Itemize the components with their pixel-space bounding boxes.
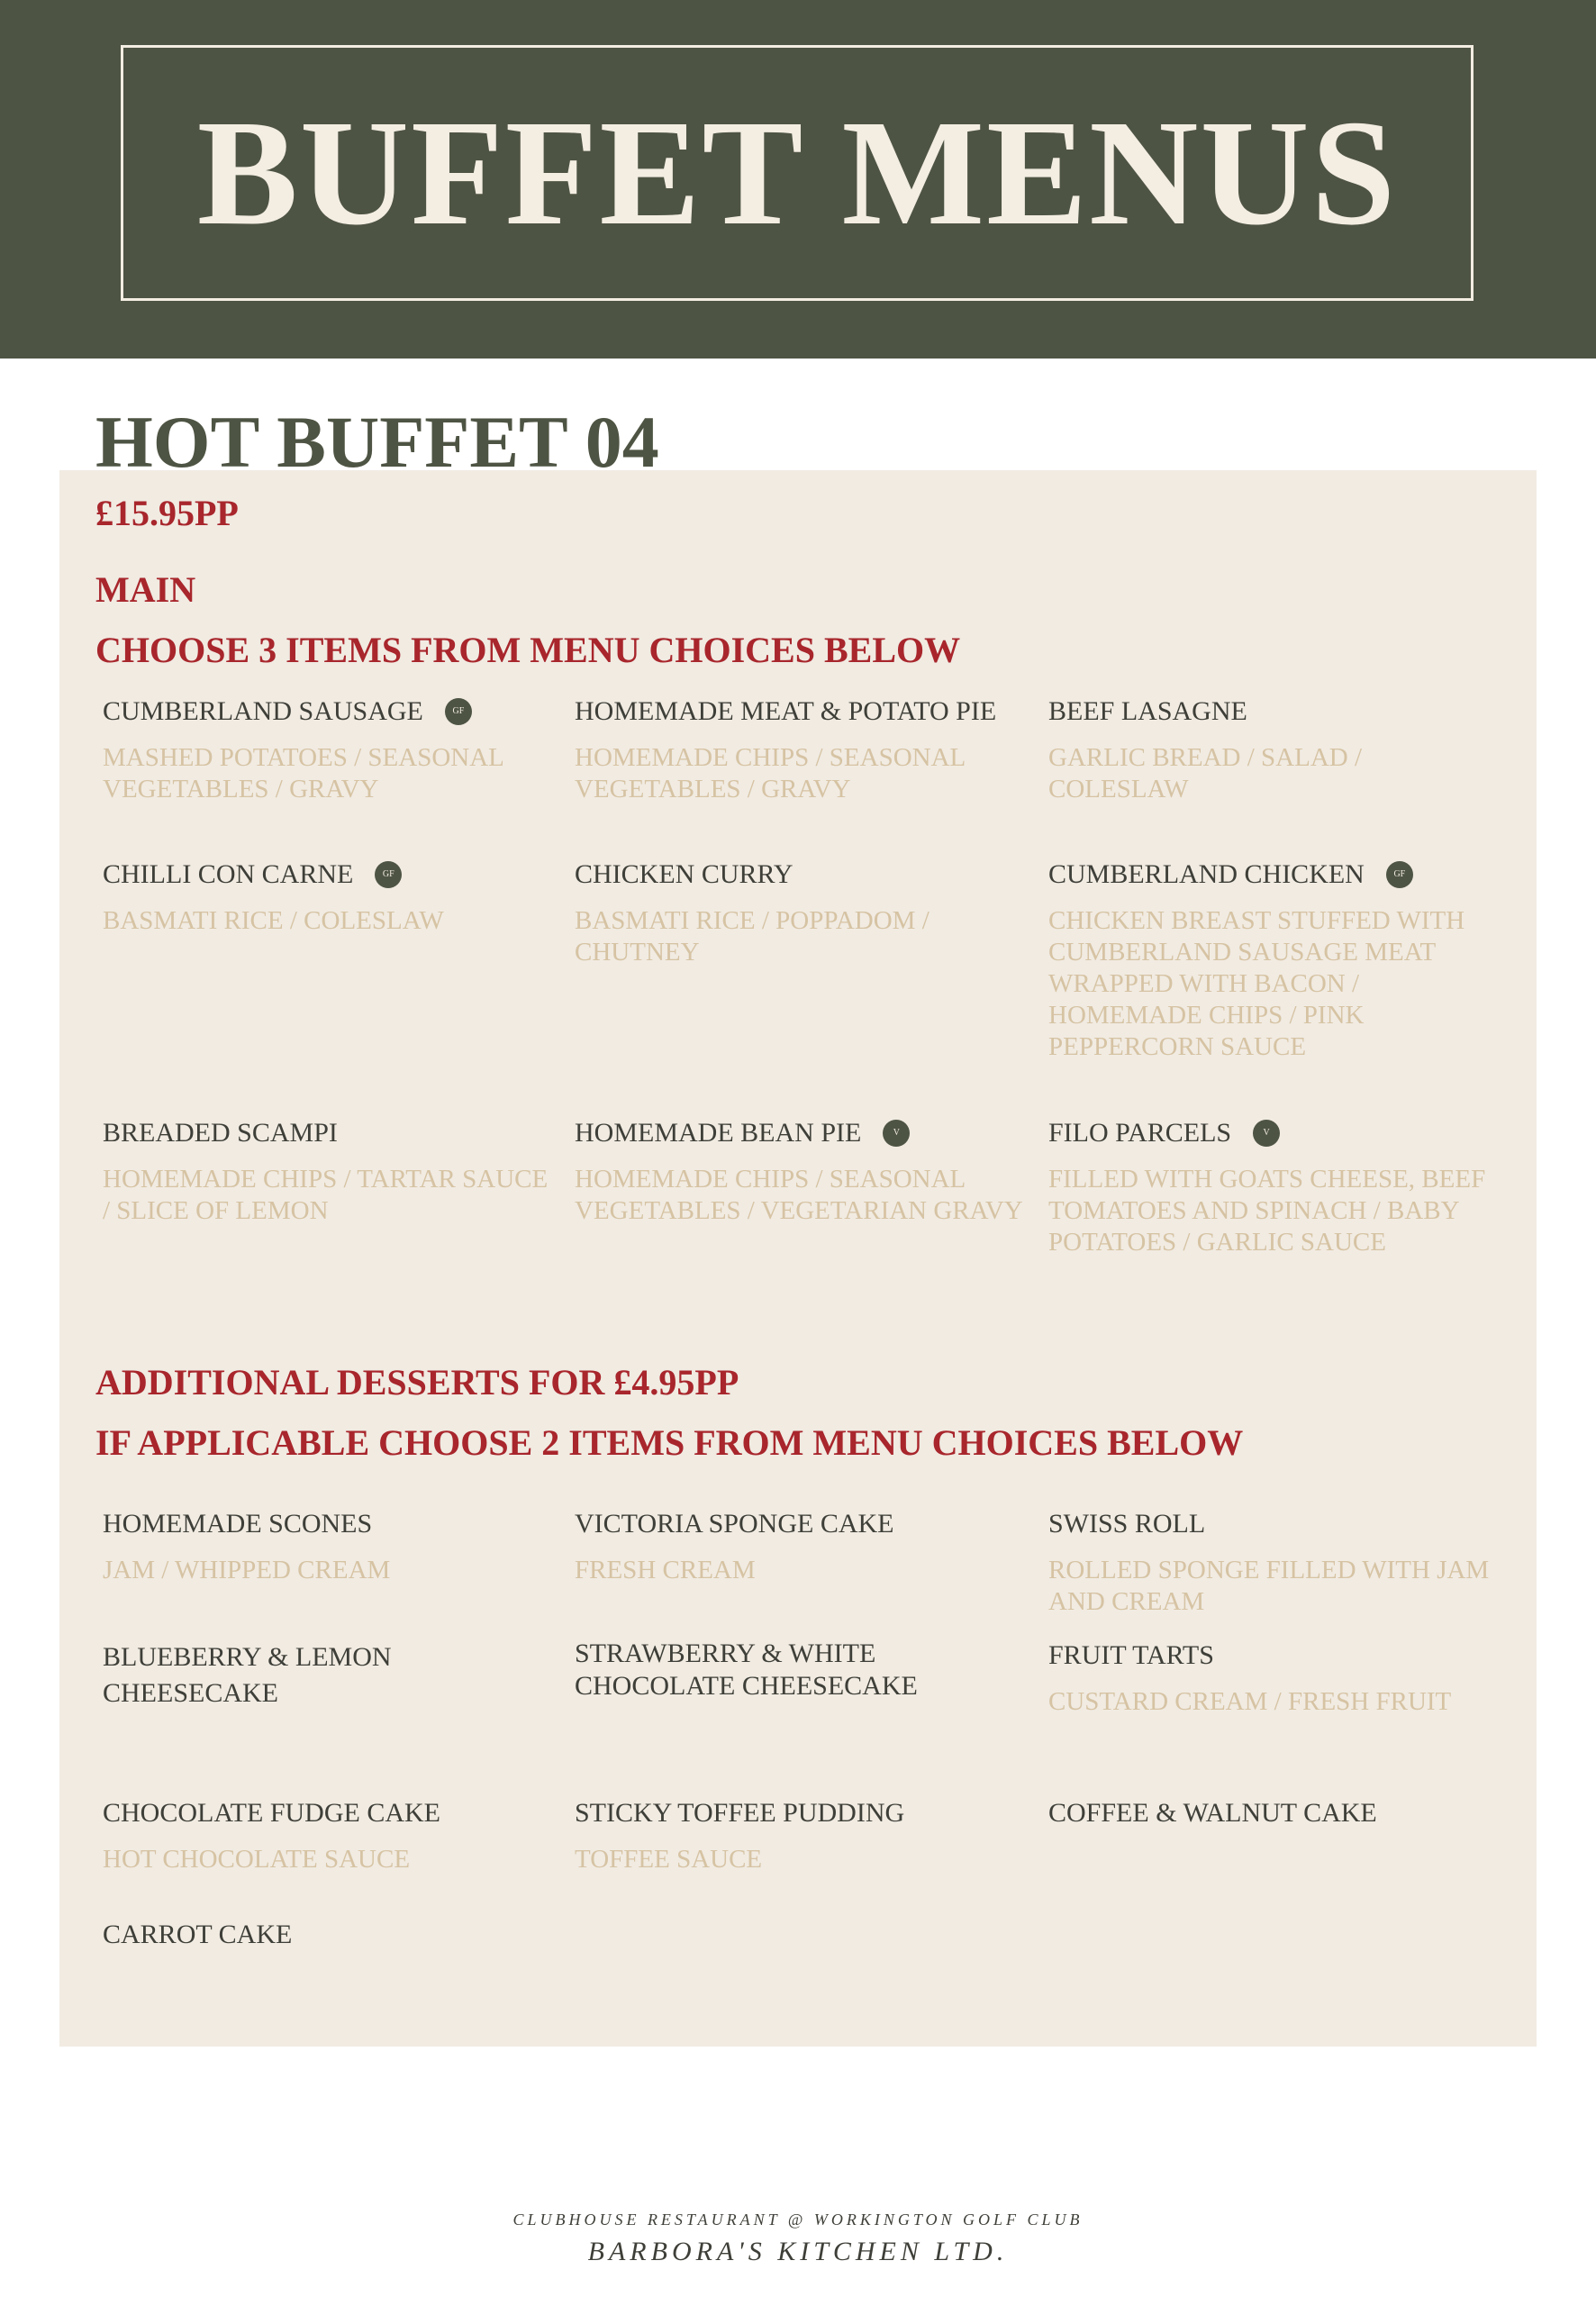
item-name: BLUEBERRY & LEMON CHEESECAKE (103, 1642, 392, 1708)
item-name: FRUIT TARTS (1048, 1640, 1214, 1670)
desserts-instructions: IF APPLICABLE CHOOSE 2 ITEMS FROM MENU CHOICES BELOW (95, 1422, 1244, 1463)
item-name: CHILLI CON CARNE (103, 859, 354, 889)
dessert-item (1048, 1795, 1499, 1831)
item-name: VICTORIA SPONGE CAKE (575, 1509, 894, 1539)
item-description: HOMEMADE CHIPS / TARTAR SAUCE / SLICE OF LEMON (103, 1165, 549, 1225)
item-description: FRESH CREAM (575, 1556, 756, 1584)
item-description: GARLIC BREAD / SALAD / COLESLAW (1048, 743, 1363, 803)
main-item (103, 1115, 553, 1227)
item-name: CARROT CAKE (103, 1920, 293, 1949)
item-description: HOMEMADE CHIPS / SEASONAL VEGETABLES / GRAVY (575, 743, 966, 803)
vegetarian-badge: V (883, 1120, 910, 1147)
item-name: HOMEMADE MEAT & POTATO PIE (575, 696, 997, 726)
item-description: BASMATI RICE / POPPADOM / CHUTNEY (575, 906, 929, 967)
main-instructions: CHOOSE 3 ITEMS FROM MENU CHOICES BELOW (95, 630, 961, 670)
item-description: HOT CHOCOLATE SAUCE (103, 1845, 411, 1874)
item-name: HOMEMADE BEAN PIE (575, 1118, 862, 1148)
footer-venue: CLUBHOUSE RESTAURANT @ WORKINGTON GOLF CLUB (512, 2211, 1084, 2229)
dessert-item (1048, 1506, 1499, 1618)
item-name: STICKY TOFFEE PUDDING (575, 1798, 905, 1828)
main-item (1048, 857, 1499, 1063)
item-name: COFFEE & WALNUT CAKE (1048, 1798, 1377, 1828)
main-item (575, 1115, 1025, 1227)
footer-company: BARBORA'S KITCHEN LTD. (587, 2237, 1009, 2266)
dessert-item (103, 1506, 553, 1586)
vegetarian-badge: V (1253, 1120, 1280, 1147)
item-description: HOMEMADE CHIPS / SEASONAL VEGETABLES / VEGETARIAN GRAVY (575, 1165, 1023, 1225)
gluten-free-badge: GF (445, 698, 472, 725)
dessert-item (103, 1639, 481, 1711)
dessert-item (1048, 1638, 1499, 1718)
dessert-item (103, 1795, 553, 1875)
main-item (575, 857, 1025, 968)
item-name: CHICKEN CURRY (575, 859, 793, 889)
item-name: HOMEMADE SCONES (103, 1509, 373, 1539)
gluten-free-badge: GF (375, 861, 402, 888)
menu-title: HOT BUFFET 04 (95, 401, 659, 483)
item-name: CUMBERLAND CHICKEN (1048, 859, 1365, 889)
item-description: JAM / WHIPPED CREAM (103, 1556, 391, 1584)
main-item (1048, 694, 1499, 805)
page-title: BUFFET MENUS (196, 88, 1398, 257)
dessert-item (575, 1638, 962, 1702)
item-description: MASHED POTATOES / SEASONAL VEGETABLES / GRAVY (103, 743, 503, 803)
main-item (103, 694, 553, 805)
dessert-item (575, 1795, 1025, 1875)
item-name: BREADED SCAMPI (103, 1118, 338, 1148)
item-name: BEEF LASAGNE (1048, 696, 1247, 726)
menu-price: £15.95PP (95, 493, 239, 533)
item-description: CHICKEN BREAST STUFFED WITH CUMBERLAND SAUSAGE MEAT WRAPPED WITH BACON / HOMEMADE CHIPS / PINK PEPPERCORN SAUCE (1048, 906, 1465, 1061)
dessert-item (575, 1506, 1025, 1586)
main-heading: MAIN (95, 569, 196, 610)
item-name: CUMBERLAND SAUSAGE (103, 696, 423, 726)
desserts-heading: ADDITIONAL DESSERTS FOR £4.95PP (95, 1362, 739, 1403)
item-description: TOFFEE SAUCE (575, 1845, 763, 1874)
dessert-item (103, 1917, 553, 1953)
header-banner (0, 0, 1596, 359)
item-description: CUSTARD CREAM / FRESH FRUIT (1048, 1687, 1452, 1716)
item-name: SWISS ROLL (1048, 1509, 1206, 1539)
item-name: STRAWBERRY & WHITE CHOCOLATE CHEESECAKE (575, 1639, 918, 1701)
item-description: FILLED WITH GOATS CHEESE, BEEF TOMATOES AND SPINACH / BABY POTATOES / GARLIC SAUCE (1048, 1165, 1486, 1257)
gluten-free-badge: GF (1386, 861, 1413, 888)
main-item (575, 694, 1025, 805)
item-description: ROLLED SPONGE FILLED WITH JAM AND CREAM (1048, 1556, 1490, 1616)
main-item (103, 857, 553, 937)
item-description: BASMATI RICE / COLESLAW (103, 906, 444, 935)
item-name: FILO PARCELS (1048, 1118, 1232, 1148)
item-name: CHOCOLATE FUDGE CAKE (103, 1798, 440, 1828)
main-item (1048, 1115, 1499, 1258)
header-frame (121, 45, 1474, 301)
